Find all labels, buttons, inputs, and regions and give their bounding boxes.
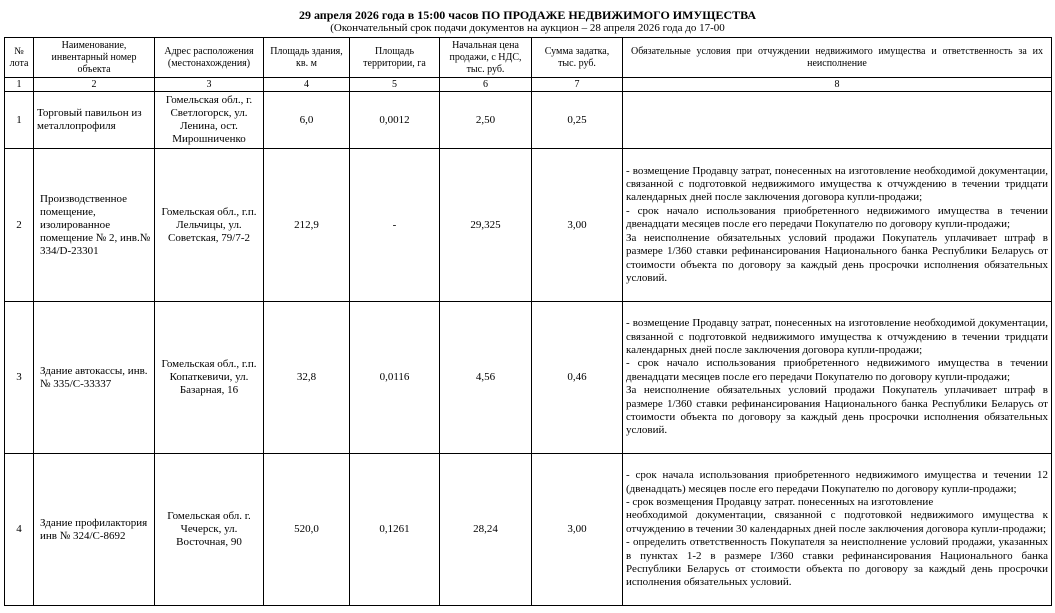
table-row [5,92,1052,149]
lot-deposit: 3,00 [532,149,623,302]
col-header-price: Начальная цена продажи, с НДС, тыс. руб. [440,38,532,78]
column-number: 6 [440,78,532,92]
lot-address: Гомельская обл., г.п. Лельчицы, ул. Советская, 79/7-2 [155,149,264,302]
lot-name: Здание автокассы, инв. № 335/С-33337 [34,302,155,454]
lot-number: 3 [5,302,34,454]
column-number: 3 [155,78,264,92]
lot-building-area: 6,0 [264,92,350,149]
col-header-lot-number: № лота [5,38,34,78]
lot-number: 4 [5,454,34,606]
table-row [5,454,1052,606]
lot-land-area: 0,1261 [350,454,440,606]
lot-price: 29,325 [440,149,532,302]
col-header-conditions: Обязательные условия при отчуждении недвижимого имущества и ответственность за их неисполнение [623,38,1052,78]
column-number: 8 [623,78,1052,92]
table-row [5,149,1052,302]
lot-deposit: 0,46 [532,302,623,454]
lots-table [4,37,1052,606]
lot-land-area: - [350,149,440,302]
col-header-building-area: Площадь здания, кв. м [264,38,350,78]
lot-conditions: - возмещение Продавцу затрат, понесенных на изготовление необходимой документации, связанной с подготовкой недвижимого имущества к отчуждению в течении тридцати календарных дней после заключения договора купли-продажи; - срок начало использования приобретенного недвижимого имущества в течении двенадцати месяцев после его передачи Покупателю по договору купли-продажи; За неисполнение обязательных условий продажи Покупатель уплачивает штраф в размере 1/360 ставки рефинансирования Национального банка Республики Беларусь от стоимости объекта по договору за каждый день просрочки исполнения обязательных условий. [623,302,1052,454]
column-number: 1 [5,78,34,92]
document-title: 29 апреля 2026 года в 15:00 часов ПО ПРОДАЖЕ НЕДВИЖИМОГО ИМУЩЕСТВА [298,8,757,22]
col-header-name: Наименование, инвентарный номер объекта [34,38,155,78]
lot-number: 2 [5,149,34,302]
lot-land-area: 0,0012 [350,92,440,149]
col-header-deposit: Сумма задатка, тыс. руб. [532,38,623,78]
lot-deposit: 0,25 [532,92,623,149]
lot-price: 2,50 [440,92,532,149]
lot-name: Торговый павильон из металлопрофиля [34,92,155,149]
column-number-row [5,78,1052,92]
lot-building-area: 520,0 [264,454,350,606]
lot-name: Здание профилактория инв № 324/С-8692 [34,454,155,606]
lot-deposit: 3,00 [532,454,623,606]
lot-land-area: 0,0116 [350,302,440,454]
table-row [5,302,1052,454]
document-subtitle: (Окончательный срок подачи документов на аукцион – 28 апреля 2026 года до 17-00 [330,22,725,34]
column-number: 2 [34,78,155,92]
lot-address: Гомельская обл. г. Чечерск, ул. Восточная, 90 [155,454,264,606]
lot-conditions [623,92,1052,149]
column-number: 7 [532,78,623,92]
lot-address: Гомельская обл., г. Светлогорск, ул. Ленина, ост. Мирошниченко [155,92,264,149]
lot-address: Гомельская обл., г.п. Копаткевичи, ул. Базарная, 16 [155,302,264,454]
lot-price: 4,56 [440,302,532,454]
table-header-row [5,38,1052,78]
lot-price: 28,24 [440,454,532,606]
lot-name: Производственное помещение, изолированное помещение № 2, инв.№ 334/D-23301 [34,149,155,302]
lot-conditions: - возмещение Продавцу затрат, понесенных на изготовление необходимой документации, связанной с подготовкой недвижимого имущества к отчуждению в течении тридцати календарных дней после заключения договора купли-продажи; - срок начало использования приобретенного недвижимого имущества в течении двенадцати месяцев после его передачи Покупателю по договору купли-продажи; За неисполнение обязательных условий продажи Покупатель уплачивает штраф в размере 1/360 ставки рефинансирования Национального банка Республики Беларусь от стоимости объекта по договору за каждый день просрочки исполнения обязательных условий. [623,149,1052,302]
col-header-address: Адрес расположения (местонахождения) [155,38,264,78]
col-header-land-area: Площадь территории, га [350,38,440,78]
column-number: 4 [264,78,350,92]
lot-building-area: 32,8 [264,302,350,454]
lot-number: 1 [5,92,34,149]
lot-conditions: - срок начала использования приобретенного недвижимого имущества и течении 12 (двенадцать) месяцев после его передачи Покупателю по договору купли-продажи; - срок возмещения Продавцу затрат. понесенных на изготовление необходимой документации, связанной с подготовкой недвижимого имущества к отчуждению в течении 30 календарных дней после заключения договора купли-продажи; - определить ответственность Покупателя за неисполнение условий продажи, указанных в пунктах 1-2 в размере I/360 ставки рефинансирования Национального банка Республики Беларусь от стоимости объекта по договору за каждый день просрочки исполнения обязательных условий. [623,454,1052,606]
column-number: 5 [350,78,440,92]
lot-building-area: 212,9 [264,149,350,302]
